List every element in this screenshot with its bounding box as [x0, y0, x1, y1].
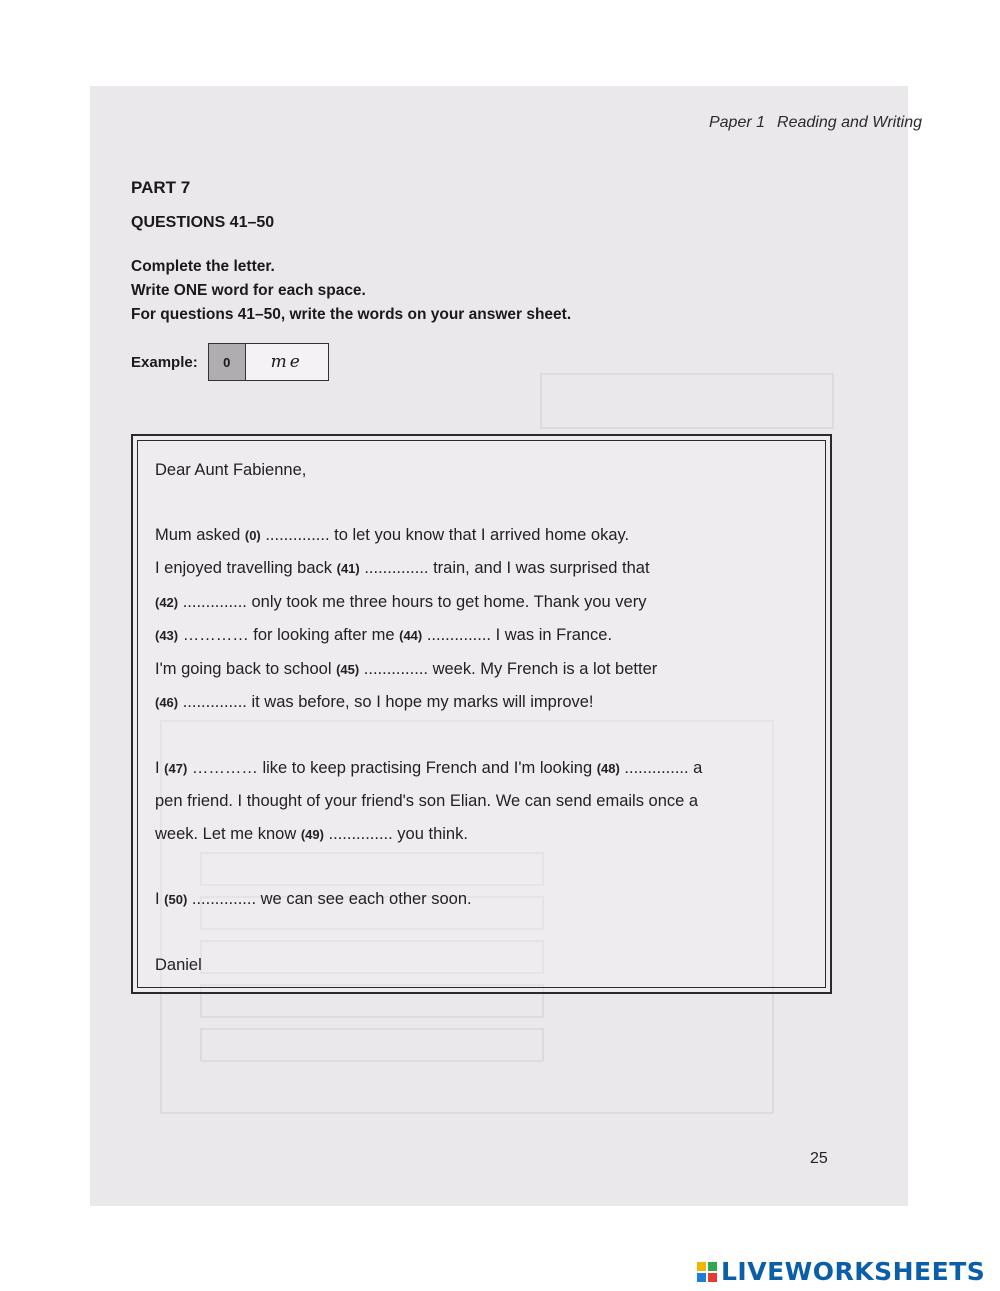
letter-text-segment: ………… like to keep practising French and I'm looking — [187, 758, 597, 777]
letter-line — [155, 883, 702, 917]
paper-label: Paper 1 — [708, 114, 766, 131]
letter-line — [155, 586, 702, 620]
letter-text-segment: I enjoyed travelling back — [155, 559, 337, 577]
letter-text-segment: I — [155, 890, 165, 908]
example-answer: me — [246, 343, 329, 381]
example-label: Example: — [131, 353, 198, 371]
questions-title: QUESTIONS 41–50 — [131, 214, 275, 231]
letter-box — [131, 434, 832, 994]
question-number: (41) — [336, 561, 360, 576]
question-number: (48) — [596, 760, 620, 776]
letter-line — [155, 686, 702, 720]
question-number: (44) — [399, 628, 423, 643]
letter-line — [155, 785, 702, 818]
liveworksheets-brand — [697, 1257, 985, 1286]
letter-text-segment: .............. it was before, so I hope my marks will improve! — [178, 693, 594, 711]
instruction-line: Complete the letter. — [131, 258, 275, 275]
running-header — [709, 114, 922, 132]
letter-text-segment: .............. week. My French is a lot better — [359, 659, 658, 678]
letter-text-segment: .............. I was in France. — [422, 626, 613, 644]
question-number: (45) — [336, 661, 360, 677]
subject-label: Reading and Writing — [777, 114, 922, 131]
part-title: PART 7 — [131, 178, 191, 197]
letter-paragraph-3 — [155, 883, 702, 917]
letter-signature: Daniel — [155, 955, 202, 974]
letter-line — [155, 619, 702, 653]
logo-square — [708, 1273, 717, 1282]
logo-square — [697, 1273, 706, 1282]
letter-text-segment: I'm going back to school — [155, 659, 337, 678]
question-number: (50) — [164, 892, 188, 907]
question-number: (0) — [244, 527, 261, 543]
instructions — [131, 255, 571, 327]
letter-text-segment: .............. only took me three hours to get home. Thank you very — [178, 592, 647, 611]
letter-line — [155, 519, 702, 553]
page-number: 25 — [810, 1150, 828, 1167]
logo-square — [697, 1262, 706, 1271]
letter-text-segment: .............. train, and I was surprised that — [359, 559, 650, 577]
letter-text-segment: .............. we can see each other soon. — [187, 890, 472, 908]
logo-square — [708, 1262, 717, 1271]
letter-text-segment: I — [155, 758, 165, 777]
question-number: (43) — [155, 628, 179, 643]
example-number: 0 — [208, 343, 246, 381]
letter-text-segment: .............. you think. — [323, 824, 468, 843]
letter-text — [155, 454, 702, 981]
letter-text-segment: pen friend. I thought of your friend's son Elian. We can send emails once a — [155, 792, 699, 810]
question-number: (47) — [164, 760, 188, 776]
letter-paragraph-1 — [155, 519, 702, 720]
letter-line — [155, 818, 702, 852]
question-number: (42) — [155, 594, 179, 610]
letter-text-segment: .............. to let you know that I arrived home okay. — [260, 525, 630, 544]
question-number: (49) — [300, 826, 324, 842]
letter-line — [155, 552, 702, 586]
question-number: (46) — [155, 695, 179, 710]
letter-line — [155, 653, 702, 687]
letter-line — [155, 752, 702, 786]
letter-greeting: Dear Aunt Fabienne, — [155, 461, 307, 479]
instruction-line: Write ONE word for each space. — [131, 282, 366, 299]
liveworksheets-logo-icon — [697, 1262, 717, 1282]
letter-text-segment: .............. a — [619, 758, 703, 777]
brand-name: LIVEWORKSHEETS — [721, 1257, 986, 1286]
letter-text-segment: week. Let me know — [155, 824, 301, 843]
letter-text-segment: ………… for looking after me — [178, 626, 400, 644]
letter-paragraph-2 — [155, 752, 702, 852]
example-row — [131, 343, 329, 381]
instruction-line: For questions 41–50, write the words on your answer sheet. — [131, 306, 572, 323]
letter-text-segment: Mum asked — [155, 525, 245, 544]
